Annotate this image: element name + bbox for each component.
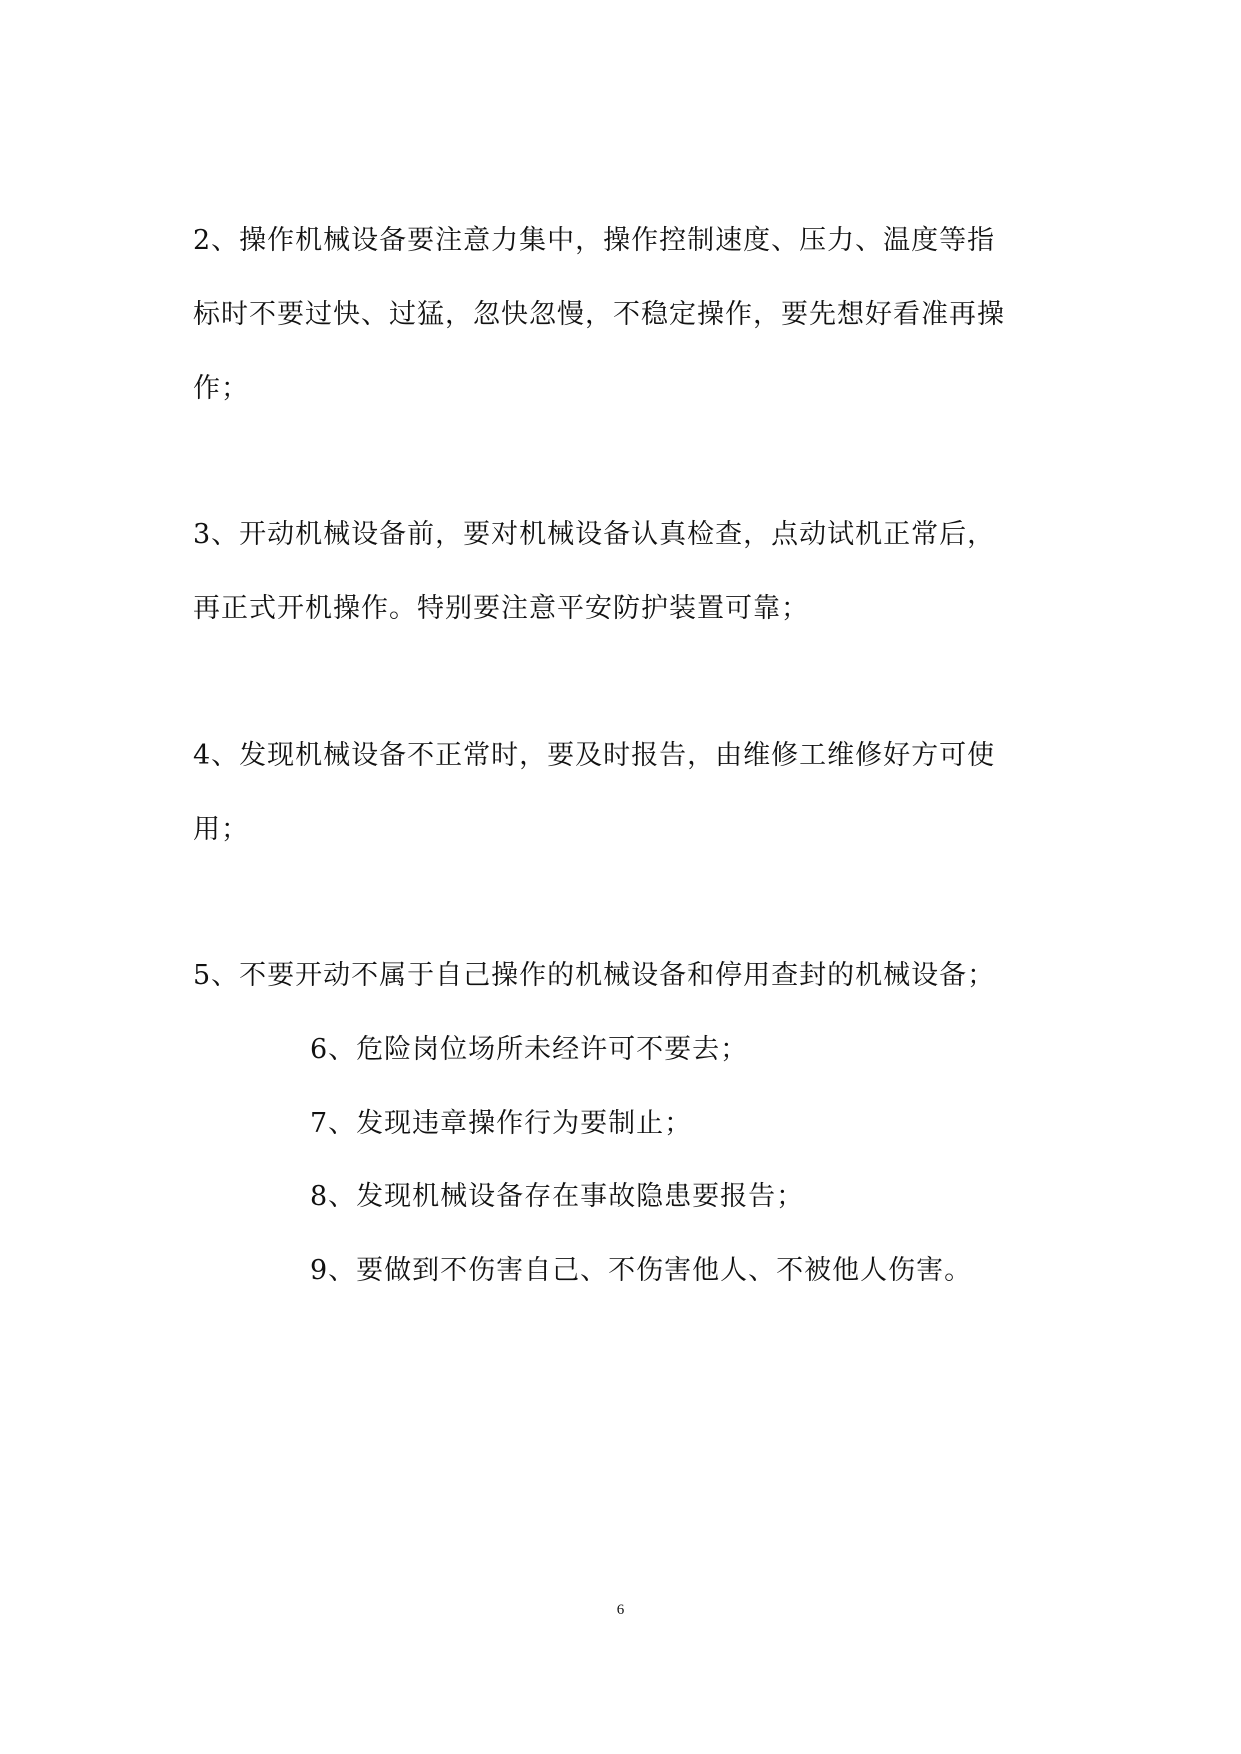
item-9: 9、要做到不伤害自己、不伤害他人、不被他人伤害。: [310, 1255, 973, 1286]
paragraph-4-line-1: 4、发现机械设备不正常时，要及时报告，由维修工维修好方可使: [193, 740, 996, 771]
paragraph-2-line-2: 标时不要过快、过猛，忽快忽慢，不稳定操作，要先想好看准再操: [193, 299, 1005, 330]
page-number: 6: [616, 1602, 625, 1618]
paragraph-4-line-2: 用；: [193, 814, 249, 845]
paragraph-5-line-1: 5、不要开动不属于自己操作的机械设备和停用查封的机械设备；: [193, 960, 996, 991]
item-8: 8、发现机械设备存在事故隐患要报告；: [310, 1181, 805, 1212]
paragraph-3-line-2: 再正式开机操作。特别要注意平安防护装置可靠；: [193, 593, 809, 624]
item-7: 7、发现违章操作行为要制止；: [310, 1108, 693, 1139]
item-6: 6、危险岗位场所未经许可不要去；: [310, 1034, 749, 1065]
paragraph-2-line-1: 2、操作机械设备要注意力集中，操作控制速度、压力、温度等指: [193, 225, 996, 256]
paragraph-2-line-3: 作；: [193, 373, 249, 404]
paragraph-3-line-1: 3、开动机械设备前，要对机械设备认真检查，点动试机正常后，: [193, 519, 996, 550]
